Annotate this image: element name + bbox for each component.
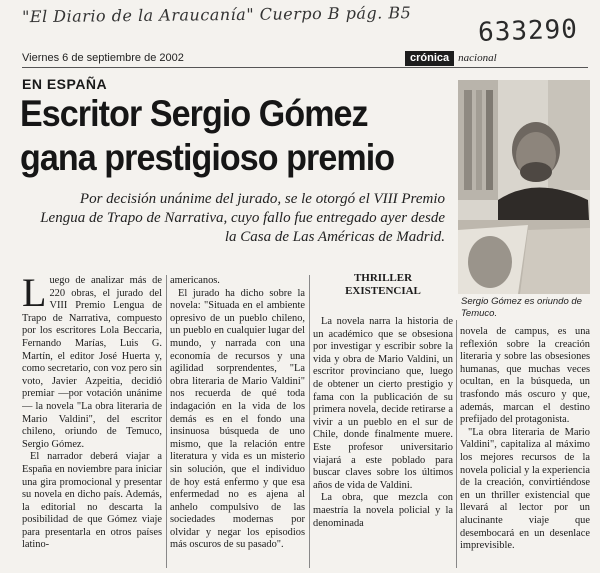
body-column-2 <box>170 275 305 568</box>
lead-paragraph: Por decisión unánime del jurado, se le otorgó el VIII Premio Lengua de Trapo de Narrativa, cuyo fallo fue entregado ayer desde la Casa de Las Américas de Madrid. <box>40 191 445 245</box>
body-paragraph: La obra, que mezcla con maestría la novela policial y la denominada <box>313 492 453 529</box>
section-tag <box>405 50 563 66</box>
body-paragraph: novela de campus, es una reflexión sobre la creación literaria y sobre las obsesiones humanas, que muchas veces ocultan, en la búsqueda, un trasfondo más oscuro y que, además, marcan el destino prefijado del protagonista. <box>460 326 590 426</box>
publication-date: Viernes 6 de septiembre de 2002 <box>22 52 184 64</box>
author-photo <box>458 80 590 294</box>
body-text: uego de analizar más de 220 obras, el jurado del VIII Premio Lengua de Trapo de Narrativa, compuesto por los escritores Lola Beccaria, Fernando Marías, Luis G. Martín, el editor José Huerta y, como secretario, con voz pero sin voto, Javier Azpeitia, decidió premiar —por votación unánime— la novela "La obra literaria de Mario Valdini", del escritor chileno, oriundo de Temuco, Sergio Gómez. <box>22 275 162 450</box>
body-column-4 <box>460 326 590 568</box>
column-divider <box>456 320 457 568</box>
body-paragraph: La novela narra la historia de un académico que se obsesiona por investigar y escribir sobre la vida y obra de Mario Valdini, un escritor provinciano que, luego de obtener un cierto prestigio y fama con la publicación de su primera novela, decide retirarse a vivir a un pueblo en el sur de Chile, donde finalmente muere. Este profesor universitario viajará a este poblado para buscar claves sobre los últimos años de vida de Valdini. <box>313 316 453 491</box>
body-column-1 <box>22 275 162 568</box>
headline-line-2: gana prestigioso premio <box>20 137 395 178</box>
body-column-3 <box>313 316 453 568</box>
drop-cap: L <box>22 275 47 315</box>
column-divider <box>309 275 310 568</box>
headline <box>20 92 416 180</box>
body-paragraph: americanos. <box>170 275 220 286</box>
header-rule <box>22 67 588 68</box>
author-photo-image <box>458 80 590 294</box>
body-paragraph: "La obra literaria de Mario Valdini", capitaliza al máximo los mejores recursos de la novela policial y la experiencia de la creación, convirtiéndose en un thriller existencial que llevará al lector por un alucinante viaje que desembocará en un desenlace imprevisible. <box>460 426 590 552</box>
body-paragraph <box>22 275 162 451</box>
handwritten-annotation: "El Diario de la Araucanía" Cuerpo B pág. B5 <box>21 3 412 27</box>
section-badge: crónica <box>405 51 454 66</box>
kicker: EN ESPAÑA <box>22 76 108 92</box>
column-divider <box>166 275 167 568</box>
body-paragraph: El jurado ha dicho sobre la novela: "Situada en el ambiente opresivo de un pueblo chileno, un pueblo en cualquier lugar del mundo, y narrada con una economía de recursos y una agilidad sorprendentes, "La obra literaria de Mario Valdini" nos recuerda de qué toda indagación en la vida de los demás es en el fondo una insinuosa búsqueda de uno mismo, que la relación entre literatura y vida es un misterio sin solución, que el individuo de hoy está enfermo y que esa enfermedad no es ajena al anhelo compulsivo de las sociedades modernas por olvidar y negar los episodios más oscuros de su pasado". <box>170 287 305 551</box>
headline-line-1: Escritor Sergio Gómez <box>20 93 368 134</box>
body-paragraph: El narrador deberá viajar a España en noviembre para iniciar una gira promocional y presentar su novela en dicho país. Además, la editorial no descarta la posibilidad de que Gómez viaje para presentarla en otros países latino- <box>22 451 162 551</box>
subsection-label: nacional <box>458 52 497 64</box>
subhead: THRILLER EXISTENCIAL <box>345 272 421 297</box>
photo-caption: Sergio Gómez es oriundo de Temuco. <box>461 296 582 319</box>
archive-stamp-number: 633290 <box>477 14 579 48</box>
